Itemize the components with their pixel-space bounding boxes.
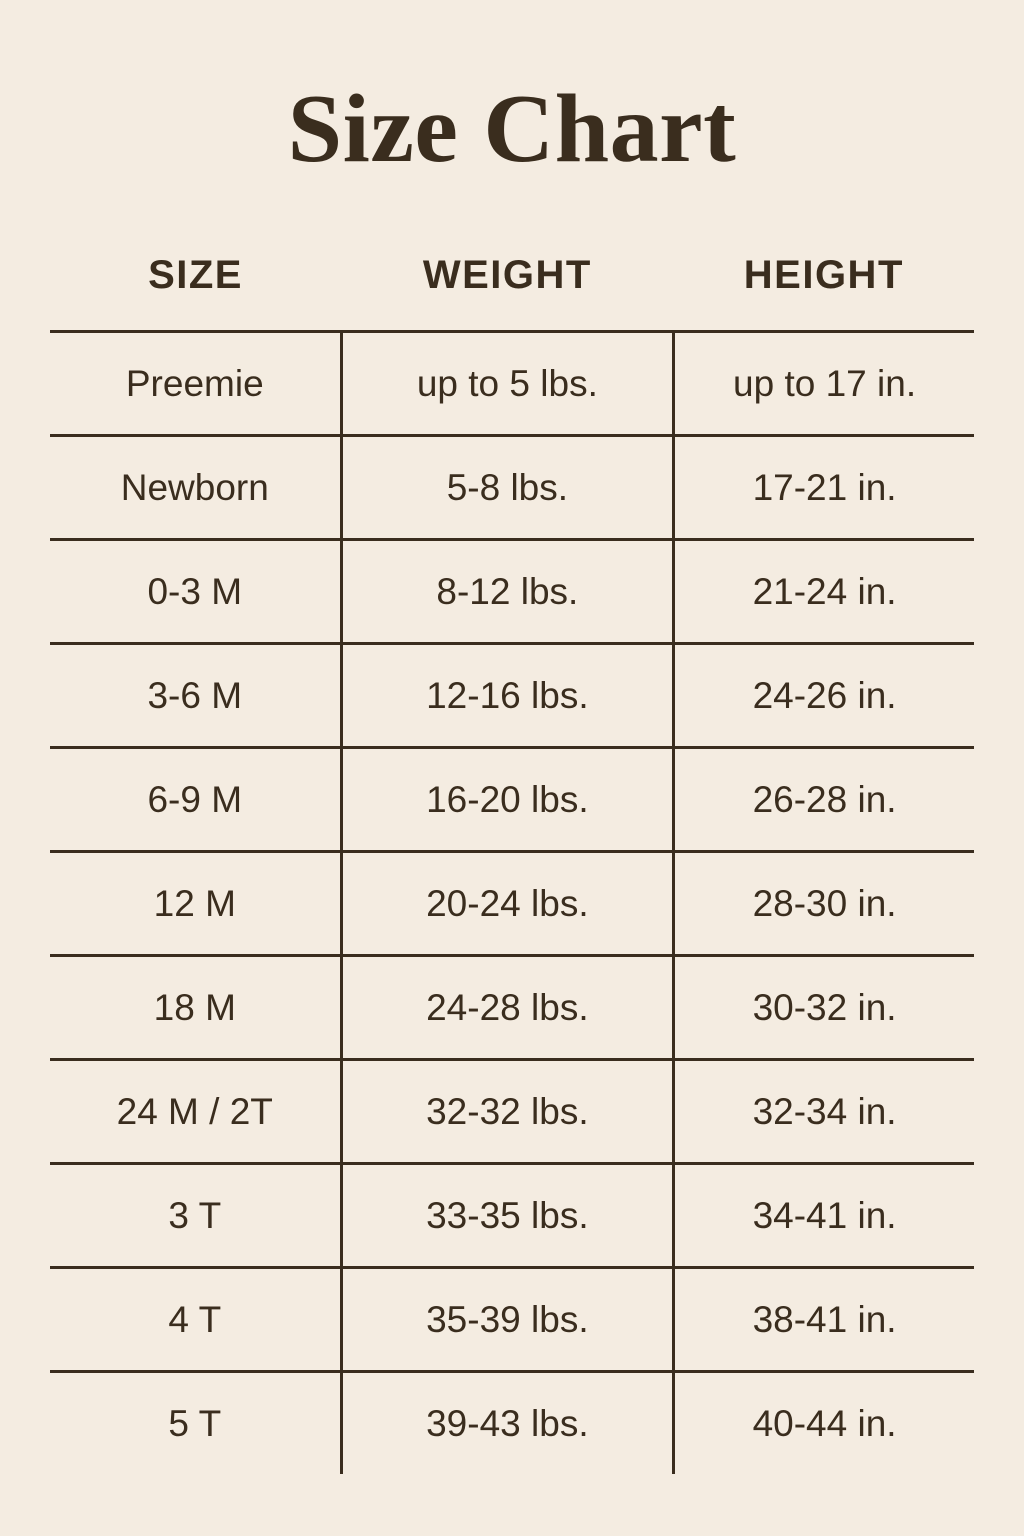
table-body	[50, 331, 974, 1474]
cell-height	[674, 1267, 974, 1371]
cell-size-text: 5 T	[168, 1402, 222, 1444]
table-row	[50, 1059, 974, 1163]
cell-weight	[341, 747, 674, 851]
cell-weight	[341, 331, 674, 435]
cell-size	[50, 1267, 341, 1371]
cell-height	[674, 643, 974, 747]
table-header	[50, 253, 974, 332]
cell-weight-text: 20-24 lbs.	[426, 882, 589, 924]
cell-size-text: Newborn	[120, 466, 269, 508]
cell-weight	[341, 643, 674, 747]
cell-height	[674, 1371, 974, 1474]
cell-height	[674, 331, 974, 435]
cell-size	[50, 1371, 341, 1474]
cell-weight-text: 12-16 lbs.	[426, 674, 589, 716]
cell-weight-text: up to 5 lbs.	[416, 362, 598, 404]
cell-height	[674, 1059, 974, 1163]
cell-size	[50, 1059, 341, 1163]
cell-height	[674, 539, 974, 643]
table-row	[50, 643, 974, 747]
cell-size-text: 18 M	[153, 986, 236, 1028]
size-chart-table	[50, 253, 974, 1474]
cell-weight	[341, 1163, 674, 1267]
cell-weight-text: 5-8 lbs.	[446, 466, 569, 508]
cell-size-text: 3 T	[168, 1194, 222, 1236]
cell-height-text: 30-32 in.	[752, 986, 897, 1028]
table-row	[50, 539, 974, 643]
cell-size-text: 12 M	[153, 882, 236, 924]
cell-size-text: 0-3 M	[147, 570, 243, 612]
cell-height-text: 34-41 in.	[752, 1194, 897, 1236]
cell-height-text: 32-34 in.	[752, 1090, 897, 1132]
cell-size	[50, 1163, 341, 1267]
cell-height-text: 26-28 in.	[752, 778, 897, 820]
size-chart-table-wrap	[50, 181, 974, 1474]
cell-size	[50, 851, 341, 955]
cell-size-text: 3-6 M	[147, 674, 243, 716]
cell-weight	[341, 1371, 674, 1474]
page-title: Size Chart	[287, 75, 737, 183]
cell-weight-text: 33-35 lbs.	[426, 1194, 589, 1236]
column-header-weight: WEIGHT	[422, 252, 592, 297]
cell-height	[674, 955, 974, 1059]
cell-weight-text: 39-43 lbs.	[426, 1402, 589, 1444]
cell-height-text: 21-24 in.	[752, 570, 897, 612]
cell-height	[674, 435, 974, 539]
cell-height	[674, 747, 974, 851]
cell-weight	[341, 1267, 674, 1371]
cell-size-text: 6-9 M	[147, 778, 243, 820]
cell-height-text: 28-30 in.	[752, 882, 897, 924]
column-header-height: HEIGHT	[743, 252, 904, 297]
table-row	[50, 747, 974, 851]
table-row	[50, 331, 974, 435]
cell-height	[674, 1163, 974, 1267]
cell-size	[50, 643, 341, 747]
cell-height-text: 38-41 in.	[752, 1298, 897, 1340]
cell-size	[50, 331, 341, 435]
cell-weight-text: 8-12 lbs.	[436, 570, 579, 612]
cell-size	[50, 747, 341, 851]
cell-height-text: up to 17 in.	[733, 362, 917, 404]
cell-weight	[341, 435, 674, 539]
table-row	[50, 1267, 974, 1371]
cell-size	[50, 539, 341, 643]
cell-height-text: 17-21 in.	[752, 466, 897, 508]
cell-weight	[341, 1059, 674, 1163]
table-row	[50, 1163, 974, 1267]
table-header-row	[50, 253, 974, 332]
cell-weight-text: 24-28 lbs.	[426, 986, 589, 1028]
table-row	[50, 955, 974, 1059]
cell-weight-text: 16-20 lbs.	[426, 778, 589, 820]
column-header-size: SIZE	[148, 252, 243, 297]
cell-weight-text: 35-39 lbs.	[426, 1298, 589, 1340]
cell-size	[50, 955, 341, 1059]
cell-size	[50, 435, 341, 539]
table-row	[50, 851, 974, 955]
cell-weight	[341, 851, 674, 955]
table-row	[50, 1371, 974, 1474]
cell-weight-text: 32-32 lbs.	[426, 1090, 589, 1132]
cell-height	[674, 851, 974, 955]
cell-size-text: 24 M / 2T	[116, 1090, 273, 1132]
table-row	[50, 435, 974, 539]
cell-size-text: 4 T	[168, 1298, 222, 1340]
cell-height-text: 40-44 in.	[752, 1402, 897, 1444]
cell-height-text: 24-26 in.	[752, 674, 897, 716]
cell-weight	[341, 539, 674, 643]
cell-size-text: Preemie	[125, 362, 264, 404]
cell-weight	[341, 955, 674, 1059]
